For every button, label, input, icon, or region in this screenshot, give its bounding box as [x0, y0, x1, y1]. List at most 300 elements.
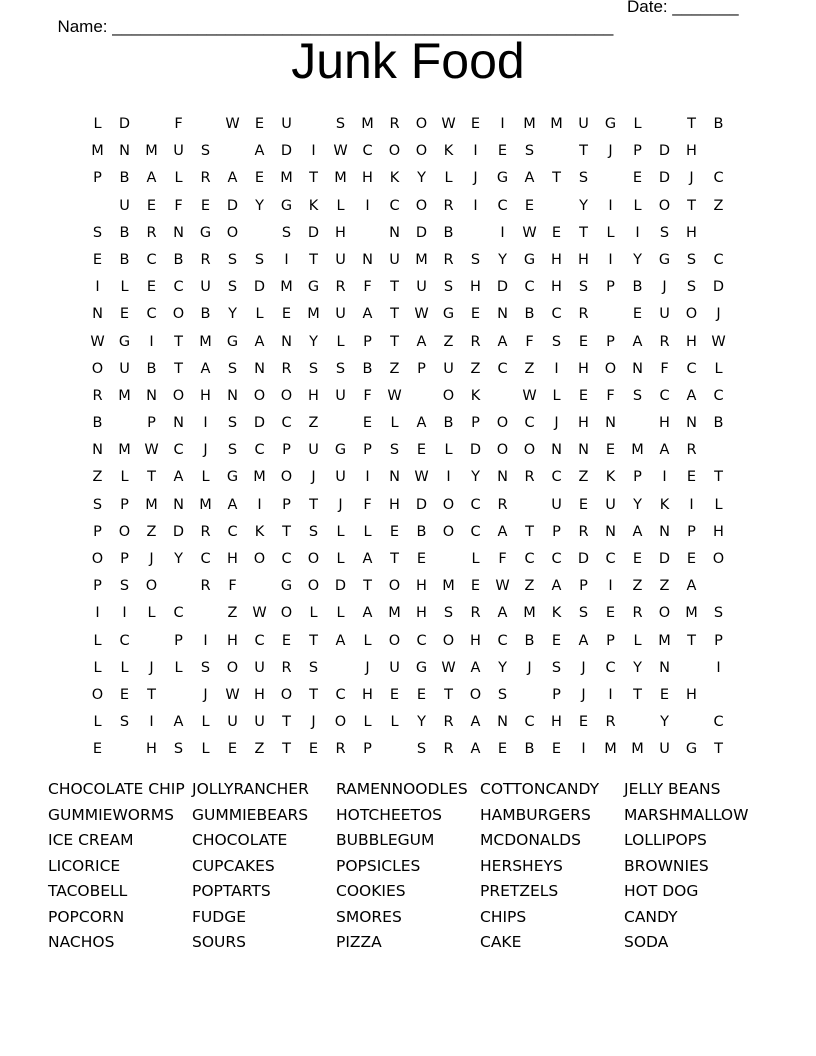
grid-letter[interactable]: M — [199, 496, 212, 513]
grid-letter[interactable]: C — [173, 605, 184, 622]
grid-letter[interactable] — [165, 685, 192, 712]
grid-letter[interactable]: M — [415, 251, 428, 268]
grid-letter[interactable]: R — [92, 387, 103, 404]
grid-letter[interactable]: H — [686, 224, 697, 241]
grid-letter[interactable]: P — [282, 496, 291, 513]
grid-letter[interactable]: G — [685, 741, 698, 758]
grid-letter[interactable]: E — [254, 170, 265, 187]
grid-letter[interactable]: I — [446, 469, 451, 486]
grid-letter[interactable]: L — [471, 551, 480, 567]
grid-letter[interactable]: R — [686, 442, 697, 459]
grid-letter[interactable]: A — [254, 143, 265, 160]
grid-letter[interactable]: G — [658, 251, 671, 268]
grid-letter[interactable]: G — [226, 469, 239, 486]
grid-letter[interactable]: A — [362, 306, 373, 323]
grid-letter[interactable]: W — [252, 605, 267, 622]
grid-letter[interactable]: T — [552, 170, 561, 187]
grid-letter[interactable]: S — [227, 251, 238, 268]
grid-letter[interactable]: T — [633, 686, 642, 703]
grid-letter[interactable]: J — [554, 415, 559, 432]
grid-letter[interactable]: M — [280, 170, 293, 187]
grid-letter[interactable]: K — [443, 143, 454, 160]
grid-letter[interactable]: T — [282, 714, 291, 731]
grid-letter[interactable]: K — [605, 469, 616, 486]
grid-letter[interactable]: W — [414, 469, 429, 486]
grid-letter[interactable]: N — [497, 714, 508, 731]
grid-letter[interactable]: L — [714, 496, 723, 513]
grid-letter[interactable]: T — [309, 170, 318, 187]
grid-letter[interactable]: N — [551, 442, 562, 459]
grid-letter[interactable]: N — [497, 306, 508, 323]
grid-letter[interactable]: W — [144, 442, 159, 459]
grid-letter[interactable]: C — [497, 632, 508, 649]
grid-letter[interactable]: R — [443, 714, 454, 731]
grid-letter[interactable]: O — [523, 442, 536, 459]
grid-letter[interactable]: C — [524, 415, 535, 432]
grid-letter[interactable]: R — [443, 197, 454, 214]
grid-letter[interactable]: A — [497, 605, 508, 622]
grid-letter[interactable]: L — [714, 360, 723, 377]
grid-letter[interactable]: B — [200, 306, 211, 323]
grid-letter[interactable]: B — [443, 224, 454, 241]
grid-letter[interactable]: A — [470, 659, 481, 676]
grid-letter[interactable]: L — [336, 523, 345, 540]
grid-letter[interactable]: E — [551, 632, 562, 649]
grid-letter[interactable]: U — [308, 442, 319, 459]
grid-letter[interactable]: O — [91, 551, 104, 567]
grid-letter[interactable]: D — [469, 442, 482, 459]
grid-letter[interactable] — [651, 114, 678, 141]
grid-letter[interactable]: K — [470, 387, 481, 404]
grid-letter[interactable]: I — [95, 605, 100, 622]
grid-letter[interactable]: P — [282, 442, 291, 459]
grid-letter[interactable]: N — [659, 659, 670, 676]
grid-letter[interactable]: B — [146, 360, 157, 377]
grid-letter[interactable]: T — [282, 523, 291, 540]
grid-letter[interactable]: Y — [633, 659, 642, 676]
grid-letter[interactable]: S — [227, 279, 238, 296]
grid-letter[interactable] — [327, 658, 354, 685]
grid-letter[interactable]: I — [689, 496, 694, 513]
grid-letter[interactable]: J — [716, 306, 721, 323]
grid-letter[interactable]: H — [713, 523, 724, 540]
grid-letter[interactable]: O — [280, 605, 293, 622]
grid-letter[interactable]: O — [172, 387, 185, 404]
grid-letter[interactable]: C — [713, 170, 724, 187]
grid-letter[interactable]: G — [496, 170, 509, 187]
grid-letter[interactable]: R — [200, 578, 211, 595]
grid-letter[interactable]: I — [257, 496, 262, 513]
grid-letter[interactable]: N — [605, 415, 616, 432]
grid-letter[interactable] — [624, 413, 651, 440]
grid-letter[interactable]: C — [335, 686, 346, 703]
grid-letter[interactable]: N — [659, 523, 670, 540]
grid-letter[interactable]: E — [605, 605, 616, 622]
grid-letter[interactable]: S — [551, 659, 562, 676]
grid-letter[interactable]: B — [416, 523, 427, 540]
grid-letter[interactable]: E — [254, 116, 265, 132]
grid-letter[interactable]: G — [523, 251, 536, 268]
grid-letter[interactable]: F — [174, 116, 183, 132]
grid-letter[interactable]: H — [389, 496, 400, 513]
grid-letter[interactable]: J — [581, 686, 586, 703]
grid-letter[interactable]: N — [146, 387, 157, 404]
grid-letter[interactable]: W — [333, 143, 348, 160]
grid-letter[interactable]: N — [362, 251, 373, 268]
grid-letter[interactable]: C — [551, 551, 562, 567]
grid-letter[interactable]: N — [497, 469, 508, 486]
grid-letter[interactable]: E — [308, 741, 319, 758]
grid-letter[interactable]: T — [714, 741, 723, 758]
grid-letter[interactable]: O — [604, 360, 617, 377]
grid-letter[interactable]: E — [119, 686, 130, 703]
grid-letter[interactable]: P — [363, 333, 372, 350]
grid-letter[interactable]: I — [203, 415, 208, 432]
grid-letter[interactable]: I — [716, 659, 721, 676]
grid-letter[interactable]: H — [551, 279, 562, 296]
grid-letter[interactable]: B — [173, 251, 184, 268]
grid-letter[interactable]: I — [662, 469, 667, 486]
grid-letter[interactable]: L — [174, 659, 183, 676]
grid-letter[interactable]: P — [363, 442, 372, 459]
grid-letter[interactable]: J — [149, 551, 154, 567]
grid-letter[interactable]: M — [685, 605, 698, 622]
grid-letter[interactable]: E — [470, 116, 481, 132]
grid-letter[interactable]: G — [334, 442, 347, 459]
grid-letter[interactable]: A — [416, 415, 427, 432]
grid-letter[interactable]: L — [444, 442, 453, 459]
grid-letter[interactable]: E — [200, 197, 211, 214]
grid-letter[interactable]: U — [389, 251, 400, 268]
grid-letter[interactable]: M — [334, 170, 347, 187]
grid-letter[interactable]: S — [200, 659, 211, 676]
grid-letter[interactable]: U — [578, 116, 589, 132]
grid-letter[interactable]: L — [363, 632, 372, 649]
grid-letter[interactable]: L — [336, 605, 345, 622]
grid-letter[interactable]: N — [578, 442, 589, 459]
grid-letter[interactable]: L — [147, 605, 156, 622]
grid-letter[interactable]: L — [336, 551, 345, 567]
grid-letter[interactable]: O — [280, 387, 293, 404]
grid-letter[interactable]: S — [551, 333, 562, 350]
grid-letter[interactable]: Y — [417, 170, 426, 187]
grid-letter[interactable]: W — [711, 333, 726, 350]
grid-letter[interactable]: O — [226, 224, 239, 241]
grid-letter[interactable]: H — [227, 632, 238, 649]
grid-letter[interactable]: L — [93, 116, 102, 132]
grid-letter[interactable]: E — [389, 686, 400, 703]
grid-letter[interactable]: W — [225, 686, 240, 703]
grid-letter[interactable]: T — [390, 551, 399, 567]
grid-letter[interactable]: E — [605, 442, 616, 459]
grid-letter[interactable]: K — [389, 170, 400, 187]
grid-letter[interactable]: B — [524, 741, 535, 758]
grid-letter[interactable]: H — [308, 387, 319, 404]
grid-letter[interactable]: E — [578, 387, 589, 404]
grid-letter[interactable]: K — [659, 496, 670, 513]
grid-letter[interactable]: S — [308, 523, 319, 540]
grid-letter[interactable]: M — [523, 605, 536, 622]
grid-letter[interactable]: T — [309, 632, 318, 649]
grid-letter[interactable]: L — [633, 116, 642, 132]
grid-letter[interactable]: L — [201, 741, 210, 758]
grid-letter[interactable]: I — [608, 251, 613, 268]
grid-letter[interactable]: R — [146, 224, 157, 241]
grid-letter[interactable]: S — [335, 116, 346, 132]
grid-letter[interactable]: Y — [174, 551, 183, 567]
grid-letter[interactable] — [516, 685, 543, 712]
grid-letter[interactable]: C — [119, 632, 130, 649]
grid-letter[interactable]: L — [255, 306, 264, 323]
grid-letter[interactable]: E — [686, 469, 697, 486]
grid-letter[interactable]: J — [203, 442, 208, 459]
grid-letter[interactable]: R — [335, 279, 346, 296]
grid-letter[interactable]: R — [470, 605, 481, 622]
grid-letter[interactable]: M — [118, 442, 131, 459]
grid-letter[interactable]: L — [606, 224, 615, 241]
grid-letter[interactable]: T — [444, 686, 453, 703]
grid-letter[interactable]: O — [307, 578, 320, 595]
grid-letter[interactable]: G — [280, 197, 293, 214]
grid-letter[interactable]: Y — [498, 659, 507, 676]
grid-letter[interactable]: G — [604, 116, 617, 132]
grid-letter[interactable]: N — [173, 224, 184, 241]
grid-letter[interactable]: L — [309, 605, 318, 622]
grid-letter[interactable]: H — [686, 686, 697, 703]
grid-letter[interactable]: N — [92, 442, 103, 459]
grid-letter[interactable]: P — [93, 578, 102, 595]
grid-letter[interactable]: N — [686, 415, 697, 432]
grid-letter[interactable]: N — [605, 523, 616, 540]
grid-letter[interactable]: E — [632, 170, 643, 187]
grid-letter[interactable]: O — [118, 523, 131, 540]
grid-letter[interactable]: P — [579, 578, 588, 595]
grid-letter[interactable]: N — [227, 387, 238, 404]
grid-letter[interactable]: T — [525, 523, 534, 540]
grid-letter[interactable]: M — [118, 387, 131, 404]
grid-letter[interactable]: N — [281, 333, 292, 350]
grid-letter[interactable]: B — [443, 415, 454, 432]
grid-letter[interactable]: F — [498, 551, 507, 567]
grid-letter[interactable]: Z — [443, 333, 454, 350]
grid-letter[interactable]: A — [686, 387, 697, 404]
grid-letter[interactable] — [624, 712, 651, 739]
grid-letter[interactable]: B — [713, 415, 724, 432]
grid-letter[interactable]: R — [632, 605, 643, 622]
grid-letter[interactable]: I — [473, 143, 478, 160]
grid-letter[interactable]: R — [389, 116, 400, 132]
grid-letter[interactable]: E — [416, 686, 427, 703]
grid-letter[interactable]: H — [578, 360, 589, 377]
grid-letter[interactable]: U — [200, 279, 211, 296]
grid-letter[interactable]: S — [119, 714, 130, 731]
grid-letter[interactable]: H — [578, 415, 589, 432]
grid-letter[interactable]: M — [280, 279, 293, 296]
grid-letter[interactable]: D — [118, 116, 131, 132]
grid-letter[interactable]: O — [91, 360, 104, 377]
grid-letter[interactable]: D — [577, 551, 590, 567]
grid-letter[interactable]: O — [496, 442, 509, 459]
grid-letter[interactable]: C — [146, 306, 157, 323]
grid-letter[interactable]: D — [415, 496, 428, 513]
grid-letter[interactable]: I — [122, 605, 127, 622]
grid-letter[interactable] — [111, 413, 138, 440]
grid-letter[interactable]: M — [442, 578, 455, 595]
grid-letter[interactable]: C — [524, 551, 535, 567]
grid-letter[interactable] — [246, 576, 273, 603]
grid-letter[interactable]: M — [388, 605, 401, 622]
grid-letter[interactable]: S — [335, 360, 346, 377]
grid-letter[interactable]: C — [254, 632, 265, 649]
grid-letter[interactable]: Z — [227, 605, 238, 622]
grid-letter[interactable]: E — [92, 251, 103, 268]
grid-letter[interactable] — [678, 712, 705, 739]
grid-letter[interactable]: Z — [659, 578, 670, 595]
grid-letter[interactable]: F — [525, 333, 534, 350]
grid-letter[interactable]: A — [200, 360, 211, 377]
grid-letter[interactable]: O — [388, 143, 401, 160]
grid-letter[interactable]: D — [334, 578, 347, 595]
grid-letter[interactable]: S — [686, 279, 697, 296]
grid-letter[interactable]: S — [227, 415, 238, 432]
grid-letter[interactable]: R — [497, 496, 508, 513]
grid-letter[interactable]: T — [147, 469, 156, 486]
grid-letter[interactable]: Z — [524, 578, 535, 595]
grid-letter[interactable]: C — [713, 714, 724, 731]
grid-letter[interactable]: T — [390, 306, 399, 323]
grid-letter[interactable]: D — [226, 197, 239, 214]
grid-letter[interactable]: S — [308, 360, 319, 377]
grid-letter[interactable]: C — [173, 279, 184, 296]
grid-letter[interactable]: O — [442, 496, 455, 513]
grid-letter[interactable]: D — [712, 279, 725, 296]
grid-letter[interactable]: O — [658, 197, 671, 214]
grid-letter[interactable]: B — [362, 360, 373, 377]
grid-letter[interactable]: U — [335, 387, 346, 404]
grid-letter[interactable]: Y — [660, 714, 669, 731]
grid-letter[interactable]: S — [659, 224, 670, 241]
grid-letter[interactable]: A — [335, 632, 346, 649]
grid-letter[interactable]: O — [712, 551, 725, 567]
grid-letter[interactable]: C — [470, 523, 481, 540]
grid-letter[interactable]: A — [632, 523, 643, 540]
grid-letter[interactable]: F — [228, 578, 237, 595]
grid-letter[interactable]: M — [523, 116, 536, 132]
grid-letter[interactable]: R — [200, 251, 211, 268]
grid-letter[interactable]: J — [662, 279, 667, 296]
grid-letter[interactable]: P — [606, 279, 615, 296]
grid-letter[interactable]: U — [281, 116, 292, 132]
grid-letter[interactable]: M — [199, 333, 212, 350]
grid-letter[interactable]: P — [687, 523, 696, 540]
grid-letter[interactable]: E — [578, 333, 589, 350]
grid-letter[interactable]: F — [174, 197, 183, 214]
grid-letter[interactable]: S — [497, 686, 508, 703]
grid-letter[interactable]: M — [550, 116, 563, 132]
grid-letter[interactable]: C — [281, 551, 292, 567]
grid-letter[interactable] — [435, 549, 462, 576]
grid-letter[interactable]: W — [495, 578, 510, 595]
grid-letter[interactable] — [219, 141, 246, 168]
grid-letter[interactable]: M — [658, 632, 671, 649]
grid-letter[interactable] — [192, 603, 219, 630]
grid-letter[interactable]: O — [496, 415, 509, 432]
grid-letter[interactable]: J — [338, 496, 343, 513]
grid-letter[interactable]: B — [119, 251, 130, 268]
grid-letter[interactable]: P — [471, 415, 480, 432]
grid-letter[interactable]: H — [470, 632, 481, 649]
grid-letter[interactable]: E — [578, 714, 589, 731]
grid-letter[interactable]: J — [311, 714, 316, 731]
grid-letter[interactable]: I — [608, 578, 613, 595]
grid-letter[interactable] — [354, 223, 381, 250]
grid-letter[interactable]: C — [389, 197, 400, 214]
grid-letter[interactable]: O — [280, 686, 293, 703]
grid-letter[interactable] — [543, 196, 570, 223]
grid-letter[interactable]: O — [685, 306, 698, 323]
grid-letter[interactable]: U — [119, 360, 130, 377]
grid-letter[interactable]: Y — [255, 197, 264, 214]
grid-letter[interactable]: S — [686, 251, 697, 268]
grid-letter[interactable]: F — [363, 279, 372, 296]
grid-letter[interactable]: U — [173, 143, 184, 160]
grid-letter[interactable]: Z — [308, 415, 319, 432]
grid-letter[interactable]: S — [119, 578, 130, 595]
grid-letter[interactable]: H — [686, 333, 697, 350]
grid-letter[interactable]: P — [633, 469, 642, 486]
grid-letter[interactable]: D — [172, 523, 185, 540]
grid-letter[interactable]: E — [281, 632, 292, 649]
grid-letter[interactable]: G — [415, 659, 428, 676]
grid-letter[interactable]: B — [632, 279, 643, 296]
grid-letter[interactable]: J — [581, 659, 586, 676]
grid-letter[interactable]: H — [227, 551, 238, 567]
grid-letter[interactable]: U — [227, 714, 238, 731]
grid-letter[interactable]: O — [388, 632, 401, 649]
grid-letter[interactable]: J — [203, 686, 208, 703]
grid-letter[interactable]: P — [93, 170, 102, 187]
grid-letter[interactable]: L — [633, 632, 642, 649]
grid-letter[interactable]: E — [632, 551, 643, 567]
grid-letter[interactable]: P — [606, 632, 615, 649]
grid-letter[interactable]: S — [308, 659, 319, 676]
grid-letter[interactable]: G — [307, 279, 320, 296]
grid-letter[interactable]: I — [311, 143, 316, 160]
grid-letter[interactable]: E — [92, 741, 103, 758]
grid-letter[interactable]: C — [173, 442, 184, 459]
grid-letter[interactable]: Z — [470, 360, 481, 377]
grid-letter[interactable]: C — [281, 415, 292, 432]
grid-letter[interactable]: O — [442, 632, 455, 649]
grid-letter[interactable]: O — [253, 551, 266, 567]
grid-letter[interactable]: J — [527, 659, 532, 676]
grid-letter[interactable]: T — [174, 333, 183, 350]
grid-letter[interactable]: J — [365, 659, 370, 676]
grid-letter[interactable] — [138, 631, 165, 658]
grid-letter[interactable]: O — [415, 116, 428, 132]
grid-letter[interactable]: Z — [524, 360, 535, 377]
grid-letter[interactable]: P — [93, 523, 102, 540]
grid-letter[interactable]: O — [388, 578, 401, 595]
grid-letter[interactable]: B — [92, 415, 103, 432]
grid-letter[interactable]: B — [524, 306, 535, 323]
grid-letter[interactable]: M — [361, 116, 374, 132]
grid-letter[interactable]: G — [442, 306, 455, 323]
grid-letter[interactable]: O — [91, 686, 104, 703]
grid-letter[interactable]: A — [416, 333, 427, 350]
grid-letter[interactable]: O — [415, 197, 428, 214]
grid-letter[interactable]: I — [581, 741, 586, 758]
